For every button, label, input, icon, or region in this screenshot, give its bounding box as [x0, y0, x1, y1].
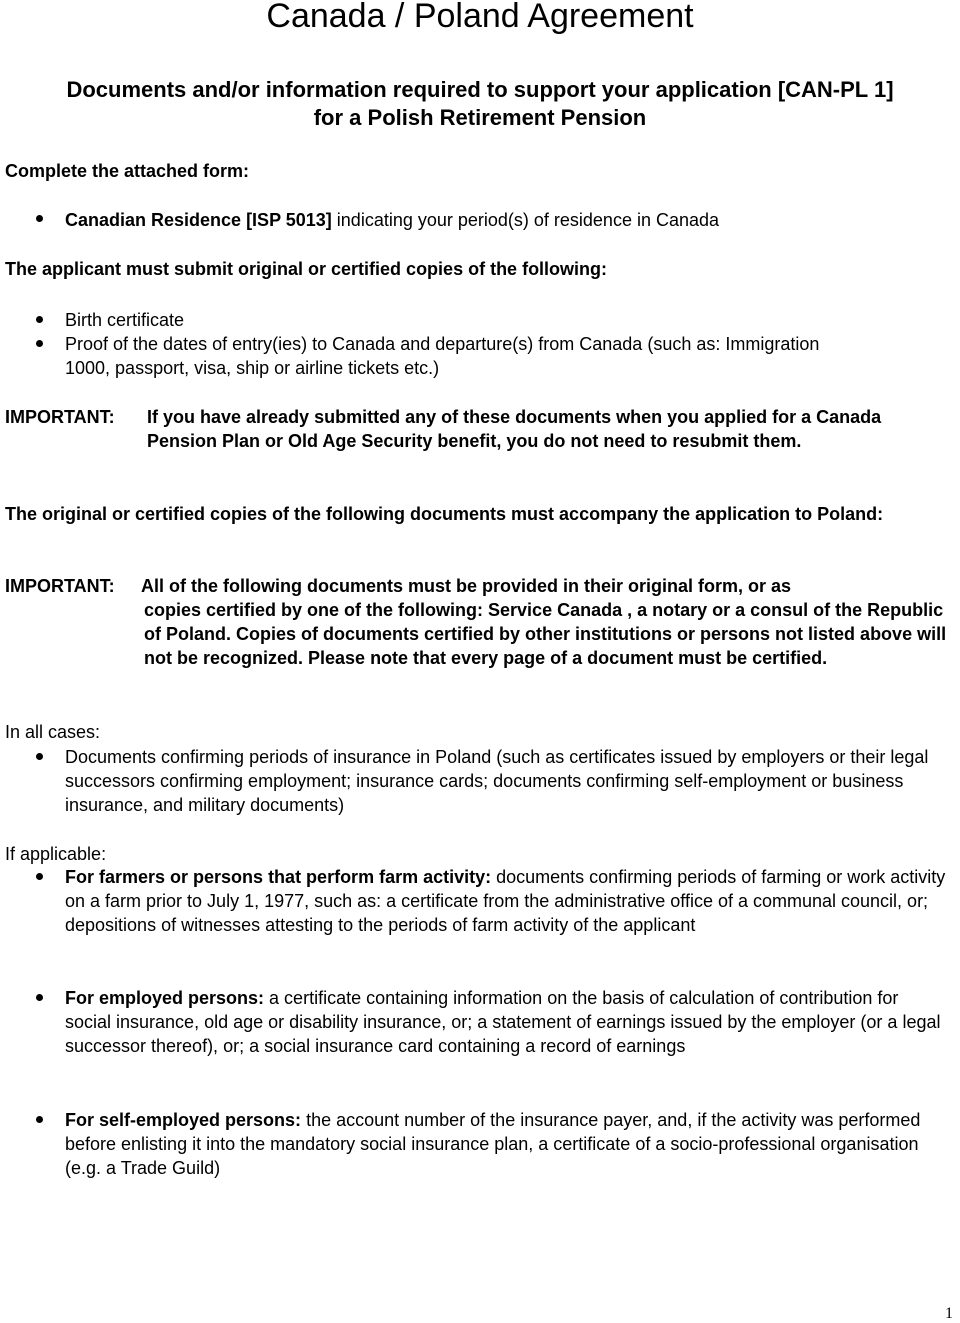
important-label: IMPORTANT: — [5, 407, 115, 427]
insurance-documents-item: Documents confirming periods of insurance in Poland (such as certificates issued by employers or their legal successors confirming employment; insurance cards; documents confirming self-employment or business insurance, and military documents) — [65, 747, 929, 816]
page-number: 1 — [945, 1305, 953, 1322]
employed-item — [65, 986, 945, 1059]
bullet-icon — [36, 316, 43, 323]
farmers-item — [65, 865, 960, 938]
farmers-item-text: documents confirming periods of farming or work activity on a farm prior to July 1, 1977, such as: a certificate from the administrative office of a communal council, or; depositions of witnesses attesting to the periods of farm activity of the applicant — [65, 867, 946, 936]
bullet-icon — [36, 1116, 43, 1123]
residence-form-name: Canadian Residence [ISP 5013] — [65, 210, 332, 230]
residence-item — [65, 208, 719, 232]
residence-form-desc: indicating your period(s) of residence in Canada — [331, 210, 720, 230]
important-note-resubmit: If you have already submitted any of these documents when you applied for a Canada Pension Plan or Old Age Security benefit, you do not need to resubmit them. — [147, 407, 882, 452]
page-subtitle — [0, 76, 960, 132]
self-employed-item-label: For self-employed persons: — [65, 1110, 302, 1130]
important-note-certification: copies certified by one of the following: Service Canada , a notary or a consul of the Republic of Poland. Copies of documents certified by other institutions or persons not listed above will not be recognized. Please note that every page of a document must be certified. — [144, 600, 947, 669]
if-applicable-heading: If applicable: — [5, 844, 107, 864]
proof-of-dates-item-line-2: 1000, passport, visa, ship or airline tickets etc.) — [65, 358, 440, 378]
complete-form-heading: Complete the attached form: — [5, 161, 250, 181]
self-employed-item — [65, 1108, 935, 1181]
page-title: Canada / Poland Agreement — [266, 0, 694, 35]
poland-heading: The original or certified copies of the following documents must accompany the application to Poland: — [5, 504, 884, 524]
bullet-icon — [36, 340, 43, 347]
applicant-heading: The applicant must submit original or certified copies of the following: — [5, 259, 608, 279]
all-cases-heading: In all cases: — [5, 722, 101, 742]
bullet-icon — [36, 753, 43, 760]
birth-certificate-item: Birth certificate — [65, 310, 185, 330]
important-note-certification-first-line: All of the following documents must be provided in their original form, or as — [141, 576, 792, 596]
bullet-icon — [36, 994, 43, 1001]
employed-item-text: a certificate containing information on the basis of calculation of contribution for social insurance, old age or disability insurance, or; a statement of earnings issued by the employer (or a legal successor thereof), or; a social insurance card containing a record of earnings — [65, 988, 941, 1057]
important-label: IMPORTANT: — [5, 576, 115, 596]
bullet-icon — [36, 215, 43, 222]
bullet-icon — [36, 873, 43, 880]
farmers-item-label: For farmers or persons that perform farm activity: — [65, 867, 492, 887]
subtitle-line-2: for a Polish Retirement Pension — [313, 105, 647, 130]
proof-of-dates-item-line-1: Proof of the dates of entry(ies) to Canada and departure(s) from Canada (such as: Immigration — [65, 334, 820, 354]
employed-item-label: For employed persons: — [65, 988, 265, 1008]
subtitle-line-1: Documents and/or information required to support your application [CAN-PL 1] — [66, 77, 894, 102]
self-employed-item-text: the account number of the insurance payer, and, if the activity was performed before enlisting it into the mandatory social insurance plan, a certificate of a socio-professional organisation (e.g. a Trade Guild) — [65, 1110, 921, 1179]
